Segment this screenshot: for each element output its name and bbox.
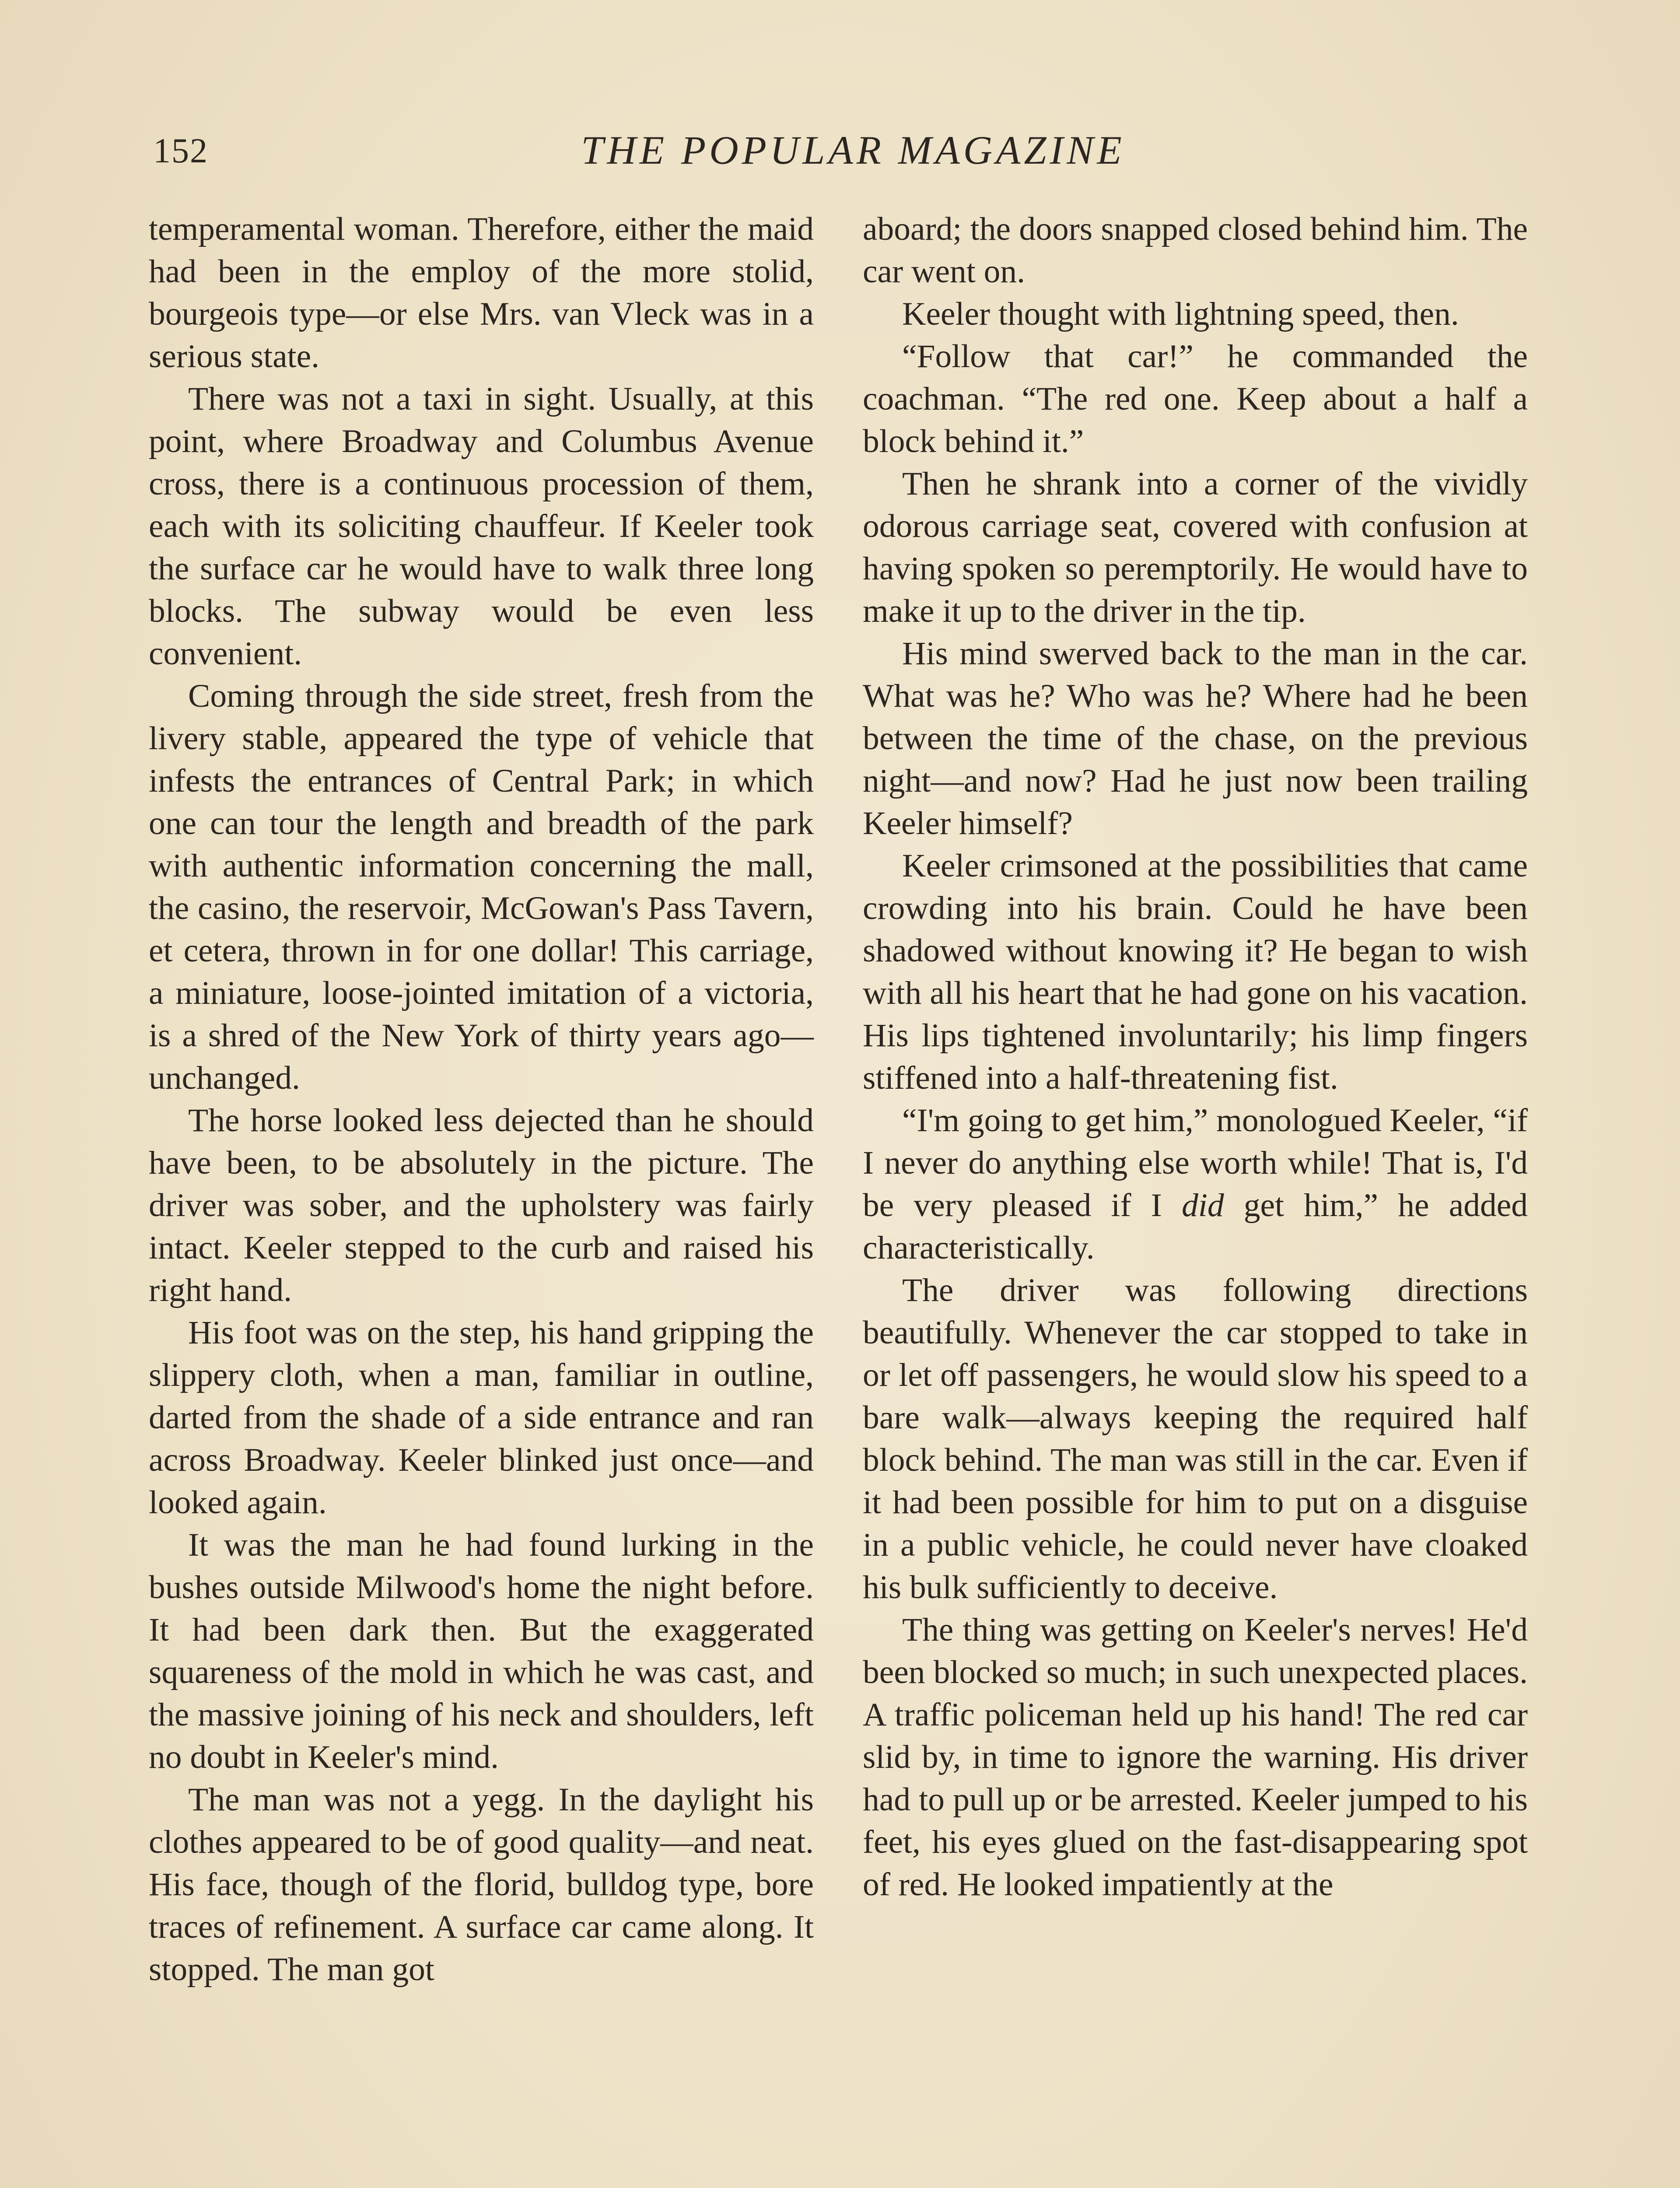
paragraph — [863, 1099, 1528, 1269]
paragraph: Coming through the side street, fresh from the livery stable, appeared the type of vehicle that infests the entrances of Central Park; in which one can tour the length and breadth of the park with authentic information concerning the mall, the casino, the reservoir, McGowan's Pass Tavern, et cetera, thrown in for one dollar! This carriage, a miniature, loose-jointed imitation of a victoria, is a shred of the New York of thirty years ago—unchanged. — [149, 678, 814, 1096]
running-head: THE POPULAR MAGAZINE — [581, 128, 1125, 172]
paragraph: “Follow that car!” he commanded the coachman. “The red one. Keep about a half a block behind it.” — [863, 338, 1528, 459]
text-run: get him,” he added characteristically. — [863, 1187, 1528, 1266]
paragraph: temperamental woman. Therefore, either the maid had been in the employ of the more stolid, bourgeois type—or else Mrs. van Vleck was in a serious state. — [149, 211, 814, 375]
paragraph: Then he shrank into a corner of the vividly odorous carriage seat, covered with confusion at having spoken so peremptorily. He would have to make it up to the driver in the tip. — [863, 466, 1528, 629]
page-number: 152 — [153, 132, 208, 170]
italic-emphasis: did — [1182, 1187, 1224, 1224]
page-header — [149, 127, 1540, 188]
paragraph: The thing was getting on Keeler's nerves! He'd been blocked so much; in such unexpected places. A traffic policeman held up his hand! The red car slid by, in time to ignore the warning. His driver had to pull up or be arrested. Keeler jumped to his feet, his eyes glued on the fast-disappearing spot of red. He looked impatiently at the — [863, 1612, 1528, 1903]
paragraph: The driver was following directions beautifully. Whenever the car stopped to take in or let off passengers, he would slow his speed to a bare walk—always keeping the required half block behind. The man was still in the car. Even if it had been possible for him to put on a disguise in a public vehicle, he could never have cloaked his bulk sufficiently to deceive. — [863, 1272, 1528, 1606]
paragraph: It was the man he had found lurking in the bushes outside Milwood's home the night before. It had been dark then. But the exaggerated squareness of the mold in which he was cast, and the massive joining of his neck and shoulders, left no doubt in Keeler's mind. — [149, 1527, 814, 1775]
text-run: “I'm going to get him,” monologued Keeler, “if I never do anything else worth while! That is, I'd be very pleased if I — [863, 1102, 1528, 1224]
paragraph: The man was not a yegg. In the daylight his clothes appeared to be of good quality—and neat. His face, though of the florid, bulldog type, bore traces of refinement. A surface car came along. It stopped. The man got — [149, 1781, 814, 1988]
paragraph: aboard; the doors snapped closed behind him. The car went on. — [863, 211, 1528, 290]
left-column — [149, 208, 814, 1991]
paragraph: Keeler crimsoned at the possibilities that came crowding into his brain. Could he have been shadowed without knowing it? He began to wish with all his heart that he had gone on his vacation. His lips tightened involuntarily; his limp fingers stiffened into a half-threatening fist. — [863, 848, 1528, 1096]
paragraph: The horse looked less dejected than he should have been, to be absolutely in the picture. The driver was sober, and the upholstery was fairly intact. Keeler stepped to the curb and raised his right hand. — [149, 1102, 814, 1308]
right-column — [863, 208, 1528, 1906]
paragraph: There was not a taxi in sight. Usually, at this point, where Broadway and Columbus Avenue cross, there is a continuous procession of them, each with its soliciting chauffeur. If Keeler took the surface car he would have to walk three long blocks. The subway would be even less convenient. — [149, 381, 814, 672]
paragraph: His foot was on the step, his hand gripping the slippery cloth, when a man, familiar in outline, darted from the shade of a side entrance and ran across Broadway. Keeler blinked just once—and looked again. — [149, 1315, 814, 1521]
paragraph: His mind swerved back to the man in the car. What was he? Who was he? Where had he been between the time of the chase, on the previous night—and now? Had he just now been trailing Keeler himself? — [863, 635, 1528, 842]
paragraph: Keeler thought with lightning speed, then. — [902, 296, 1459, 332]
